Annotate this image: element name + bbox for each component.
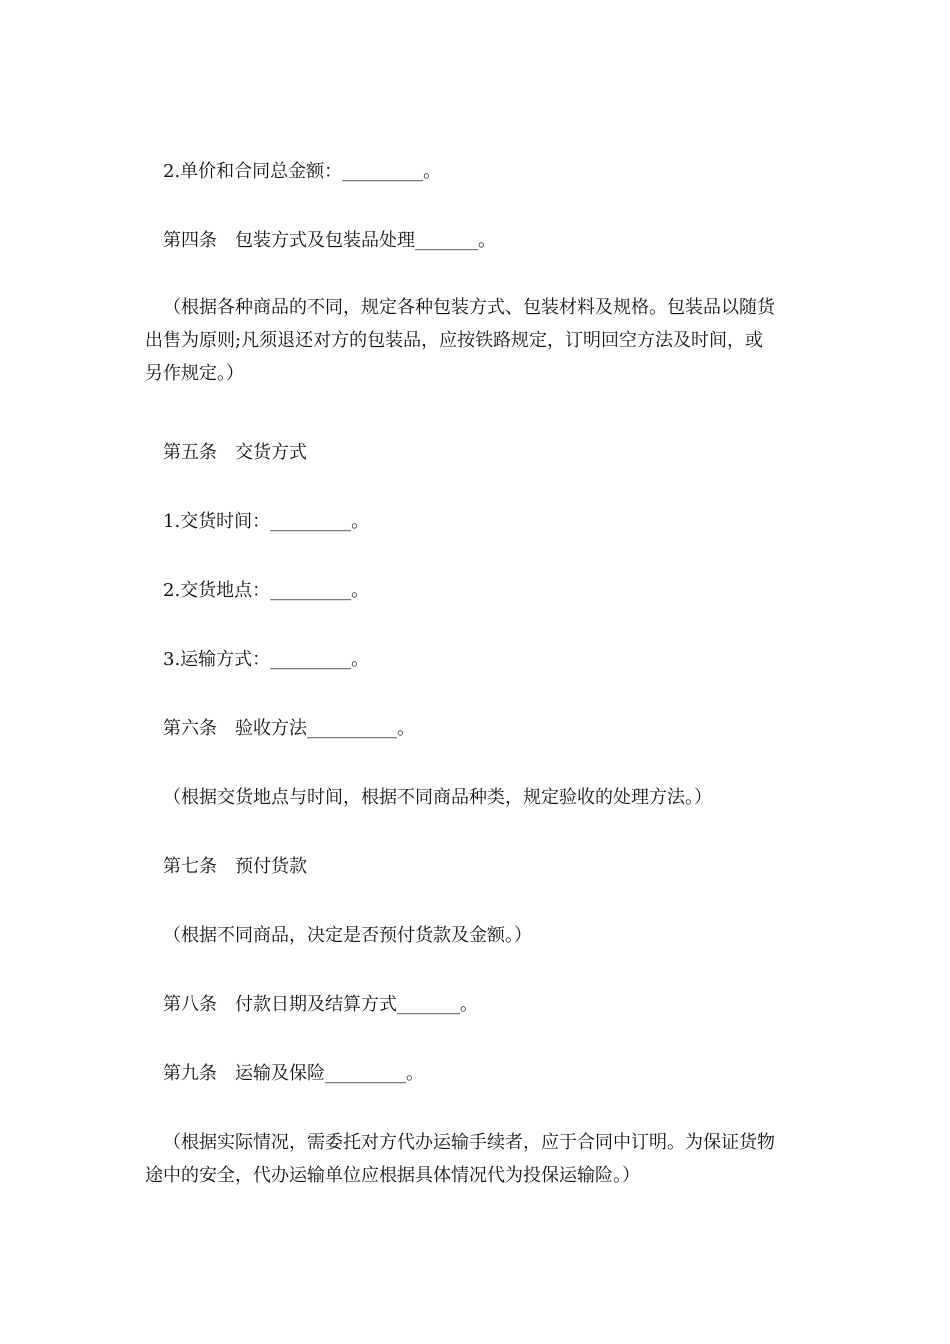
article-7-prepayment: 第七条 预付货款 bbox=[163, 856, 307, 877]
packaging-note-line-3: 另作规定。） bbox=[145, 363, 244, 384]
article-9-transport-insurance: 第九条 运输及保险_________。 bbox=[163, 1063, 424, 1084]
transport-note-line-1: （根据实际情况，需委托对方代办运输手续者，应于合同中订明。为保证货物 bbox=[163, 1132, 775, 1153]
unit-price-total-line: 2.单价和合同总金额：_________。 bbox=[163, 161, 442, 182]
packaging-note bbox=[145, 291, 810, 390]
article-4-packaging: 第四条 包装方式及包装品处理_______。 bbox=[163, 230, 496, 251]
delivery-time-line: 1.交货时间：_________。 bbox=[163, 511, 370, 532]
article-6-acceptance: 第六条 验收方法__________。 bbox=[163, 718, 415, 739]
delivery-place-line: 2.交货地点：_________。 bbox=[163, 580, 370, 601]
transport-note bbox=[145, 1126, 810, 1192]
article-8-payment: 第八条 付款日期及结算方式_______。 bbox=[163, 994, 478, 1015]
packaging-note-line-1: （根据各种商品的不同，规定各种包装方式、包装材料及规格。包装品以随货 bbox=[163, 297, 775, 318]
prepayment-note: （根据不同商品，决定是否预付货款及金额。） bbox=[163, 925, 532, 946]
acceptance-note: （根据交货地点与时间，根据不同商品种类，规定验收的处理方法。） bbox=[163, 787, 712, 808]
article-5-delivery: 第五条 交货方式 bbox=[163, 442, 307, 463]
packaging-note-line-2: 出售为原则;凡须退还对方的包装品，应按铁路规定，订明回空方法及时间，或 bbox=[145, 330, 764, 351]
transport-method-line: 3.运输方式：_________。 bbox=[163, 649, 370, 670]
transport-note-line-2: 途中的安全，代办运输单位应根据具体情况代为投保运输险。） bbox=[145, 1165, 640, 1186]
